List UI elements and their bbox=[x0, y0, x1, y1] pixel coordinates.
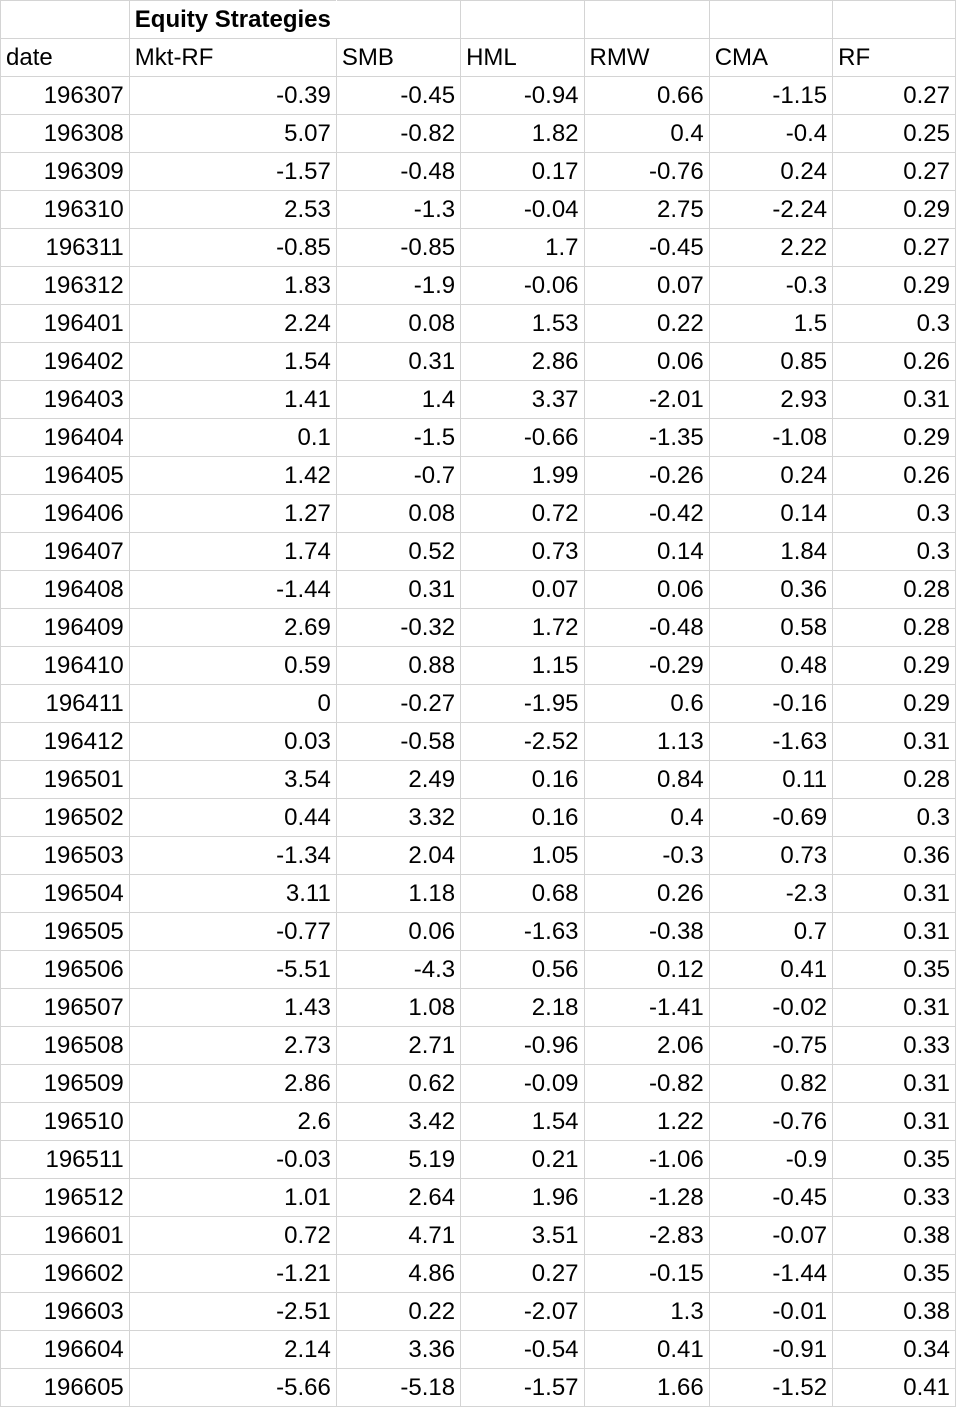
cell-cma[interactable]: -0.76 bbox=[709, 1103, 832, 1141]
cell-rf[interactable]: 0.28 bbox=[833, 609, 956, 647]
cell-date[interactable]: 196604 bbox=[1, 1331, 130, 1369]
cell-cma[interactable]: -0.91 bbox=[709, 1331, 832, 1369]
cell-rf[interactable]: 0.29 bbox=[833, 685, 956, 723]
cell-date[interactable]: 196408 bbox=[1, 571, 130, 609]
cell-hml[interactable]: 0.07 bbox=[461, 571, 584, 609]
table-row bbox=[1, 647, 956, 685]
cell-date[interactable]: 196501 bbox=[1, 761, 130, 799]
cell-rf[interactable]: 0.33 bbox=[833, 1027, 956, 1065]
cell-hml[interactable]: -1.95 bbox=[461, 685, 584, 723]
cell-hml[interactable]: 1.72 bbox=[461, 609, 584, 647]
cell-rf[interactable]: 0.31 bbox=[833, 913, 956, 951]
table-row bbox=[1, 305, 956, 343]
cell-rf[interactable]: 0.38 bbox=[833, 1217, 956, 1255]
cell-date[interactable]: 196503 bbox=[1, 837, 130, 875]
cell-mkt-rf[interactable]: 1.42 bbox=[129, 457, 336, 495]
title-row bbox=[1, 1, 956, 39]
table-row bbox=[1, 951, 956, 989]
cell-hml[interactable]: -2.52 bbox=[461, 723, 584, 761]
cell-mkt-rf[interactable]: -0.77 bbox=[129, 913, 336, 951]
table-row bbox=[1, 837, 956, 875]
cell-mkt-rf[interactable]: -1.44 bbox=[129, 571, 336, 609]
cell-smb[interactable]: 0.31 bbox=[336, 343, 460, 381]
cell-rf[interactable]: 0.33 bbox=[833, 1179, 956, 1217]
cell-mkt-rf[interactable]: -0.85 bbox=[129, 229, 336, 267]
cell-rmw[interactable]: -0.45 bbox=[584, 229, 709, 267]
cell-cma[interactable]: 0.7 bbox=[709, 913, 832, 951]
cell-date[interactable]: 196512 bbox=[1, 1179, 130, 1217]
cell[interactable] bbox=[336, 1, 460, 39]
cell-smb[interactable]: -1.5 bbox=[336, 419, 460, 457]
cell-rf[interactable]: 0.31 bbox=[833, 1103, 956, 1141]
cell-cma[interactable]: 0.11 bbox=[709, 761, 832, 799]
cell-rmw[interactable]: 1.66 bbox=[584, 1369, 709, 1407]
cell-smb[interactable]: -0.82 bbox=[336, 115, 460, 153]
cell-smb[interactable]: 0.22 bbox=[336, 1293, 460, 1331]
cell-mkt-rf[interactable]: 0 bbox=[129, 685, 336, 723]
cell-mkt-rf[interactable]: 0.03 bbox=[129, 723, 336, 761]
cell-smb[interactable]: 2.64 bbox=[336, 1179, 460, 1217]
cell-hml[interactable]: -1.57 bbox=[461, 1369, 584, 1407]
table-row bbox=[1, 115, 956, 153]
cell-rmw[interactable]: -0.29 bbox=[584, 647, 709, 685]
table-row bbox=[1, 723, 956, 761]
table-row bbox=[1, 1141, 956, 1179]
cell-cma[interactable]: 0.73 bbox=[709, 837, 832, 875]
table-row bbox=[1, 1293, 956, 1331]
cell-smb[interactable]: 0.06 bbox=[336, 913, 460, 951]
cell-date[interactable]: 196407 bbox=[1, 533, 130, 571]
cell-rmw[interactable]: -0.42 bbox=[584, 495, 709, 533]
cell[interactable] bbox=[584, 1, 709, 39]
cell-rf[interactable]: 0.35 bbox=[833, 1141, 956, 1179]
cell-cma[interactable]: -0.45 bbox=[709, 1179, 832, 1217]
cell-smb[interactable]: -1.3 bbox=[336, 191, 460, 229]
cell-mkt-rf[interactable]: -5.51 bbox=[129, 951, 336, 989]
cell-mkt-rf[interactable]: 0.1 bbox=[129, 419, 336, 457]
cell-date[interactable]: 196603 bbox=[1, 1293, 130, 1331]
cell-mkt-rf[interactable]: 2.53 bbox=[129, 191, 336, 229]
cell-mkt-rf[interactable]: 2.24 bbox=[129, 305, 336, 343]
cell-rmw[interactable]: -2.83 bbox=[584, 1217, 709, 1255]
cell-rf[interactable]: 0.31 bbox=[833, 381, 956, 419]
header-cell-smb[interactable]: SMB bbox=[336, 39, 460, 77]
cell-cma[interactable]: 1.5 bbox=[709, 305, 832, 343]
cell-date[interactable]: 196410 bbox=[1, 647, 130, 685]
cell-rmw[interactable]: 0.4 bbox=[584, 115, 709, 153]
cell-hml[interactable]: -0.54 bbox=[461, 1331, 584, 1369]
cell-hml[interactable]: -0.96 bbox=[461, 1027, 584, 1065]
cell-smb[interactable]: -0.48 bbox=[336, 153, 460, 191]
cell-rf[interactable]: 0.38 bbox=[833, 1293, 956, 1331]
cell-rmw[interactable]: 0.84 bbox=[584, 761, 709, 799]
cell-date[interactable]: 196308 bbox=[1, 115, 130, 153]
table-row bbox=[1, 153, 956, 191]
cell-hml[interactable]: -2.07 bbox=[461, 1293, 584, 1331]
cell-mkt-rf[interactable]: 5.07 bbox=[129, 115, 336, 153]
cell-rmw[interactable]: 0.07 bbox=[584, 267, 709, 305]
cell-mkt-rf[interactable]: -1.21 bbox=[129, 1255, 336, 1293]
cell-mkt-rf[interactable]: 2.69 bbox=[129, 609, 336, 647]
header-cell-cma[interactable]: CMA bbox=[709, 39, 832, 77]
cell-rf[interactable]: 0.31 bbox=[833, 1065, 956, 1103]
cell-rf[interactable]: 0.28 bbox=[833, 571, 956, 609]
cell-smb[interactable]: 2.49 bbox=[336, 761, 460, 799]
cell-cma[interactable]: -0.69 bbox=[709, 799, 832, 837]
cell-rmw[interactable]: 1.13 bbox=[584, 723, 709, 761]
cell-rmw[interactable]: -0.76 bbox=[584, 153, 709, 191]
cell-rmw[interactable]: 0.22 bbox=[584, 305, 709, 343]
cell-cma[interactable]: 0.82 bbox=[709, 1065, 832, 1103]
cell-date[interactable]: 196511 bbox=[1, 1141, 130, 1179]
cell-rmw[interactable]: 0.12 bbox=[584, 951, 709, 989]
cell-date[interactable]: 196506 bbox=[1, 951, 130, 989]
cell-date[interactable]: 196309 bbox=[1, 153, 130, 191]
cell-cma[interactable]: 0.58 bbox=[709, 609, 832, 647]
cell-cma[interactable]: 0.85 bbox=[709, 343, 832, 381]
cell-rf[interactable]: 0.27 bbox=[833, 77, 956, 115]
cell[interactable] bbox=[461, 1, 584, 39]
cell-smb[interactable]: -0.7 bbox=[336, 457, 460, 495]
cell-hml[interactable]: -0.09 bbox=[461, 1065, 584, 1103]
cell-rmw[interactable]: 0.26 bbox=[584, 875, 709, 913]
cell-cma[interactable]: -2.3 bbox=[709, 875, 832, 913]
cell-cma[interactable]: 0.24 bbox=[709, 153, 832, 191]
cell-hml[interactable]: 3.37 bbox=[461, 381, 584, 419]
cell-date[interactable]: 196605 bbox=[1, 1369, 130, 1407]
table-row bbox=[1, 609, 956, 647]
table-row bbox=[1, 1179, 956, 1217]
cell-rmw[interactable]: -0.3 bbox=[584, 837, 709, 875]
cell-rf[interactable]: 0.27 bbox=[833, 229, 956, 267]
cell-mkt-rf[interactable]: 1.74 bbox=[129, 533, 336, 571]
cell-date[interactable]: 196412 bbox=[1, 723, 130, 761]
cell-mkt-rf[interactable]: -1.34 bbox=[129, 837, 336, 875]
cell-hml[interactable]: -1.63 bbox=[461, 913, 584, 951]
cell-rf[interactable]: 0.31 bbox=[833, 723, 956, 761]
cell-cma[interactable]: 0.14 bbox=[709, 495, 832, 533]
cell-rmw[interactable]: 2.75 bbox=[584, 191, 709, 229]
cell-rf[interactable]: 0.35 bbox=[833, 951, 956, 989]
cell-cma[interactable]: 1.84 bbox=[709, 533, 832, 571]
table-row bbox=[1, 1255, 956, 1293]
cell-smb[interactable]: -0.27 bbox=[336, 685, 460, 723]
cell-hml[interactable]: 1.96 bbox=[461, 1179, 584, 1217]
table-row bbox=[1, 1027, 956, 1065]
cell-hml[interactable]: 2.86 bbox=[461, 343, 584, 381]
table-row bbox=[1, 1065, 956, 1103]
cell-mkt-rf[interactable]: 1.83 bbox=[129, 267, 336, 305]
cell-rmw[interactable]: 1.3 bbox=[584, 1293, 709, 1331]
table-row bbox=[1, 1369, 956, 1407]
cell-rf[interactable]: 0.3 bbox=[833, 533, 956, 571]
cell[interactable] bbox=[1, 1, 130, 39]
cell-hml[interactable]: 0.16 bbox=[461, 799, 584, 837]
cell-mkt-rf[interactable]: -0.03 bbox=[129, 1141, 336, 1179]
table-row bbox=[1, 1331, 956, 1369]
cell-rmw[interactable]: 0.41 bbox=[584, 1331, 709, 1369]
cell-smb[interactable]: 0.08 bbox=[336, 305, 460, 343]
header-cell-mkt-rf[interactable]: Mkt-RF bbox=[129, 39, 336, 77]
cell-cma[interactable]: -0.9 bbox=[709, 1141, 832, 1179]
header-cell-hml[interactable]: HML bbox=[461, 39, 584, 77]
cell-mkt-rf[interactable]: 1.01 bbox=[129, 1179, 336, 1217]
cell-date[interactable]: 196405 bbox=[1, 457, 130, 495]
cell-smb[interactable]: -0.85 bbox=[336, 229, 460, 267]
cell-date[interactable]: 196312 bbox=[1, 267, 130, 305]
cell-smb[interactable]: 2.04 bbox=[336, 837, 460, 875]
cell-rf[interactable]: 0.29 bbox=[833, 191, 956, 229]
cell-cma[interactable]: -0.75 bbox=[709, 1027, 832, 1065]
cell-cma[interactable]: -0.07 bbox=[709, 1217, 832, 1255]
cell-date[interactable]: 196310 bbox=[1, 191, 130, 229]
cell-rf[interactable]: 0.29 bbox=[833, 267, 956, 305]
table-row bbox=[1, 989, 956, 1027]
cell-date[interactable]: 196307 bbox=[1, 77, 130, 115]
cell-hml[interactable]: 0.56 bbox=[461, 951, 584, 989]
cell-hml[interactable]: 1.7 bbox=[461, 229, 584, 267]
cell-hml[interactable]: 1.05 bbox=[461, 837, 584, 875]
cell-smb[interactable]: 5.19 bbox=[336, 1141, 460, 1179]
cell[interactable] bbox=[833, 1, 956, 39]
cell-smb[interactable]: -5.18 bbox=[336, 1369, 460, 1407]
cell-mkt-rf[interactable]: 3.11 bbox=[129, 875, 336, 913]
cell-cma[interactable]: -0.02 bbox=[709, 989, 832, 1027]
cell-smb[interactable]: 1.08 bbox=[336, 989, 460, 1027]
cell-cma[interactable]: -1.44 bbox=[709, 1255, 832, 1293]
cell-rmw[interactable]: -0.38 bbox=[584, 913, 709, 951]
cell-hml[interactable]: -0.04 bbox=[461, 191, 584, 229]
cell-date[interactable]: 196411 bbox=[1, 685, 130, 723]
cell-date[interactable]: 196502 bbox=[1, 799, 130, 837]
cell-mkt-rf[interactable]: 1.43 bbox=[129, 989, 336, 1027]
cell-cma[interactable]: -0.4 bbox=[709, 115, 832, 153]
cell-mkt-rf[interactable]: 1.27 bbox=[129, 495, 336, 533]
cell-rmw[interactable]: 0.14 bbox=[584, 533, 709, 571]
header-cell-rmw[interactable]: RMW bbox=[584, 39, 709, 77]
cell-cma[interactable]: -1.63 bbox=[709, 723, 832, 761]
cell-date[interactable]: 196402 bbox=[1, 343, 130, 381]
cell-rmw[interactable]: 0.6 bbox=[584, 685, 709, 723]
header-cell-date[interactable]: date bbox=[1, 39, 130, 77]
cell-hml[interactable]: 0.21 bbox=[461, 1141, 584, 1179]
cell-rf[interactable]: 0.41 bbox=[833, 1369, 956, 1407]
spreadsheet-body bbox=[1, 1, 956, 1407]
cell-hml[interactable]: 0.27 bbox=[461, 1255, 584, 1293]
cell-smb[interactable]: -0.45 bbox=[336, 77, 460, 115]
table-row bbox=[1, 419, 956, 457]
cell-smb[interactable]: 1.18 bbox=[336, 875, 460, 913]
cell-rmw[interactable]: 0.06 bbox=[584, 343, 709, 381]
cell-rmw[interactable]: -0.48 bbox=[584, 609, 709, 647]
cell-hml[interactable]: 1.82 bbox=[461, 115, 584, 153]
cell-date[interactable]: 196403 bbox=[1, 381, 130, 419]
cell-hml[interactable]: 2.18 bbox=[461, 989, 584, 1027]
cell-mkt-rf[interactable]: 1.41 bbox=[129, 381, 336, 419]
cell-cma[interactable]: 0.36 bbox=[709, 571, 832, 609]
cell-cma[interactable]: 0.41 bbox=[709, 951, 832, 989]
cell-rmw[interactable]: 1.22 bbox=[584, 1103, 709, 1141]
cell-mkt-rf[interactable]: 2.6 bbox=[129, 1103, 336, 1141]
cell-rf[interactable]: 0.29 bbox=[833, 419, 956, 457]
cell-smb[interactable]: 0.88 bbox=[336, 647, 460, 685]
sheet-title-cell[interactable]: Equity Strategies bbox=[129, 1, 336, 39]
cell-cma[interactable]: -0.3 bbox=[709, 267, 832, 305]
header-row bbox=[1, 39, 956, 77]
cell-cma[interactable]: -2.24 bbox=[709, 191, 832, 229]
cell-rmw[interactable]: -0.82 bbox=[584, 1065, 709, 1103]
cell-rmw[interactable]: -1.35 bbox=[584, 419, 709, 457]
cell-mkt-rf[interactable]: -2.51 bbox=[129, 1293, 336, 1331]
cell-smb[interactable]: 3.42 bbox=[336, 1103, 460, 1141]
cell-smb[interactable]: 4.71 bbox=[336, 1217, 460, 1255]
cell-hml[interactable]: -0.06 bbox=[461, 267, 584, 305]
cell-date[interactable]: 196311 bbox=[1, 229, 130, 267]
cell-cma[interactable]: -0.01 bbox=[709, 1293, 832, 1331]
cell-cma[interactable]: 2.93 bbox=[709, 381, 832, 419]
cell-date[interactable]: 196504 bbox=[1, 875, 130, 913]
cell-date[interactable]: 196507 bbox=[1, 989, 130, 1027]
cell-cma[interactable]: -1.15 bbox=[709, 77, 832, 115]
cell-hml[interactable]: -0.94 bbox=[461, 77, 584, 115]
cell-hml[interactable]: 0.68 bbox=[461, 875, 584, 913]
cell-date[interactable]: 196505 bbox=[1, 913, 130, 951]
cell-date[interactable]: 196601 bbox=[1, 1217, 130, 1255]
cell-cma[interactable]: -1.52 bbox=[709, 1369, 832, 1407]
cell-smb[interactable]: -0.58 bbox=[336, 723, 460, 761]
cell-rmw[interactable]: -0.15 bbox=[584, 1255, 709, 1293]
table-row bbox=[1, 1217, 956, 1255]
cell-hml[interactable]: 1.15 bbox=[461, 647, 584, 685]
cell-rf[interactable]: 0.3 bbox=[833, 305, 956, 343]
cell-smb[interactable]: 4.86 bbox=[336, 1255, 460, 1293]
cell-date[interactable]: 196602 bbox=[1, 1255, 130, 1293]
table-row bbox=[1, 571, 956, 609]
table-row bbox=[1, 875, 956, 913]
table-row bbox=[1, 913, 956, 951]
cell-cma[interactable]: -0.16 bbox=[709, 685, 832, 723]
cell-rf[interactable]: 0.25 bbox=[833, 115, 956, 153]
cell-rf[interactable]: 0.26 bbox=[833, 343, 956, 381]
cell-cma[interactable]: 2.22 bbox=[709, 229, 832, 267]
cell-rf[interactable]: 0.26 bbox=[833, 457, 956, 495]
cell-mkt-rf[interactable]: -1.57 bbox=[129, 153, 336, 191]
cell-rmw[interactable]: -2.01 bbox=[584, 381, 709, 419]
cell-rf[interactable]: 0.27 bbox=[833, 153, 956, 191]
cell-mkt-rf[interactable]: 2.14 bbox=[129, 1331, 336, 1369]
cell-smb[interactable]: 0.52 bbox=[336, 533, 460, 571]
cell-mkt-rf[interactable]: -0.39 bbox=[129, 77, 336, 115]
table-row bbox=[1, 267, 956, 305]
cell-hml[interactable]: 1.99 bbox=[461, 457, 584, 495]
cell-smb[interactable]: 0.62 bbox=[336, 1065, 460, 1103]
header-cell-rf[interactable]: RF bbox=[833, 39, 956, 77]
cell-date[interactable]: 196404 bbox=[1, 419, 130, 457]
table-row bbox=[1, 77, 956, 115]
cell-hml[interactable]: 0.72 bbox=[461, 495, 584, 533]
table-row bbox=[1, 799, 956, 837]
cell-mkt-rf[interactable]: 2.86 bbox=[129, 1065, 336, 1103]
cell-rf[interactable]: 0.31 bbox=[833, 989, 956, 1027]
cell-date[interactable]: 196409 bbox=[1, 609, 130, 647]
table-row bbox=[1, 533, 956, 571]
cell-rmw[interactable]: -1.41 bbox=[584, 989, 709, 1027]
cell-rmw[interactable]: 0.4 bbox=[584, 799, 709, 837]
cell-mkt-rf[interactable]: 0.59 bbox=[129, 647, 336, 685]
cell-hml[interactable]: 0.73 bbox=[461, 533, 584, 571]
cell-rmw[interactable]: -0.26 bbox=[584, 457, 709, 495]
cell-date[interactable]: 196509 bbox=[1, 1065, 130, 1103]
cell-smb[interactable]: 3.32 bbox=[336, 799, 460, 837]
cell-hml[interactable]: 1.53 bbox=[461, 305, 584, 343]
cell-hml[interactable]: 0.16 bbox=[461, 761, 584, 799]
cell-hml[interactable]: 0.17 bbox=[461, 153, 584, 191]
cell-smb[interactable]: 0.08 bbox=[336, 495, 460, 533]
cell[interactable] bbox=[709, 1, 832, 39]
cell-rf[interactable]: 0.29 bbox=[833, 647, 956, 685]
table-row bbox=[1, 457, 956, 495]
table-row bbox=[1, 343, 956, 381]
cell-rmw[interactable]: -1.28 bbox=[584, 1179, 709, 1217]
cell-mkt-rf[interactable]: 3.54 bbox=[129, 761, 336, 799]
table-row bbox=[1, 1103, 956, 1141]
cell-rf[interactable]: 0.35 bbox=[833, 1255, 956, 1293]
cell-cma[interactable]: 0.24 bbox=[709, 457, 832, 495]
cell-date[interactable]: 196406 bbox=[1, 495, 130, 533]
cell-rmw[interactable]: 2.06 bbox=[584, 1027, 709, 1065]
cell-smb[interactable]: 1.4 bbox=[336, 381, 460, 419]
cell-smb[interactable]: -4.3 bbox=[336, 951, 460, 989]
cell-rmw[interactable]: -1.06 bbox=[584, 1141, 709, 1179]
table-row bbox=[1, 191, 956, 229]
cell-mkt-rf[interactable]: 1.54 bbox=[129, 343, 336, 381]
cell-rf[interactable]: 0.36 bbox=[833, 837, 956, 875]
cell-mkt-rf[interactable]: 0.44 bbox=[129, 799, 336, 837]
cell-hml[interactable]: -0.66 bbox=[461, 419, 584, 457]
cell-smb[interactable]: -1.9 bbox=[336, 267, 460, 305]
cell-rmw[interactable]: 0.66 bbox=[584, 77, 709, 115]
cell-smb[interactable]: 2.71 bbox=[336, 1027, 460, 1065]
cell-date[interactable]: 196508 bbox=[1, 1027, 130, 1065]
cell-rf[interactable]: 0.3 bbox=[833, 799, 956, 837]
cell-smb[interactable]: 0.31 bbox=[336, 571, 460, 609]
table-row bbox=[1, 685, 956, 723]
cell-rf[interactable]: 0.28 bbox=[833, 761, 956, 799]
cell-smb[interactable]: -0.32 bbox=[336, 609, 460, 647]
cell-rmw[interactable]: 0.06 bbox=[584, 571, 709, 609]
cell-date[interactable]: 196510 bbox=[1, 1103, 130, 1141]
cell-rf[interactable]: 0.31 bbox=[833, 875, 956, 913]
table-row bbox=[1, 495, 956, 533]
cell-mkt-rf[interactable]: 2.73 bbox=[129, 1027, 336, 1065]
table-row bbox=[1, 761, 956, 799]
table-row bbox=[1, 229, 956, 267]
cell-cma[interactable]: 0.48 bbox=[709, 647, 832, 685]
cell-rf[interactable]: 0.3 bbox=[833, 495, 956, 533]
cell-smb[interactable]: 3.36 bbox=[336, 1331, 460, 1369]
cell-cma[interactable]: -1.08 bbox=[709, 419, 832, 457]
cell-date[interactable]: 196401 bbox=[1, 305, 130, 343]
cell-rf[interactable]: 0.34 bbox=[833, 1331, 956, 1369]
cell-mkt-rf[interactable]: 0.72 bbox=[129, 1217, 336, 1255]
cell-hml[interactable]: 3.51 bbox=[461, 1217, 584, 1255]
cell-hml[interactable]: 1.54 bbox=[461, 1103, 584, 1141]
cell-mkt-rf[interactable]: -5.66 bbox=[129, 1369, 336, 1407]
table-row bbox=[1, 381, 956, 419]
